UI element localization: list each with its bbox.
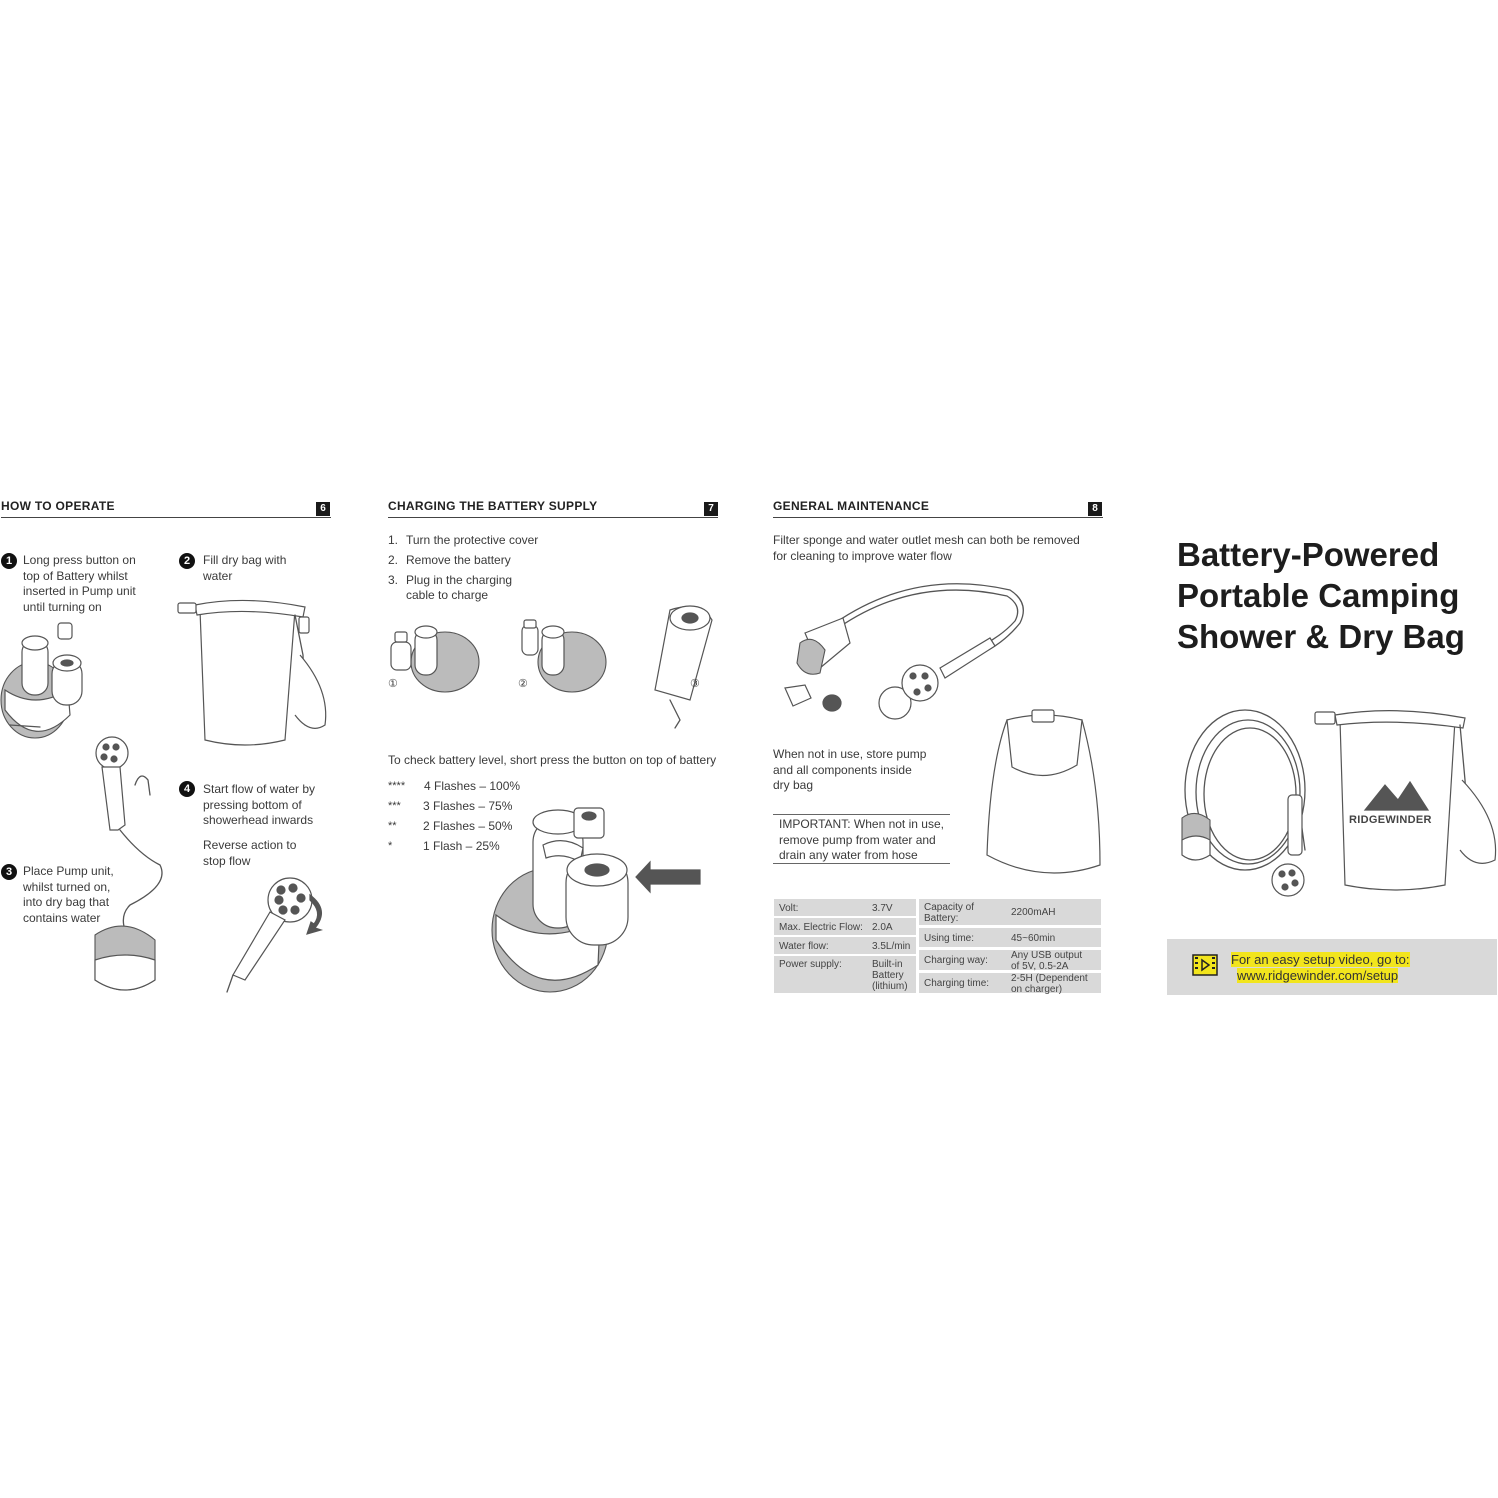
level-text-4: 4 Flashes – 100% — [424, 779, 521, 793]
spec-value: 45~60min — [1011, 933, 1056, 944]
charging-step-3-text: Plug in the charging cable to charge — [406, 573, 513, 602]
figure-label-2: ② — [518, 678, 528, 690]
spec-row-water-flow — [774, 937, 916, 954]
step-badge-2: 2 — [179, 553, 195, 569]
spec-label: Charging way: — [924, 955, 988, 966]
step-badge-4: 4 — [179, 781, 195, 797]
step-badge-3: 3 — [1, 864, 17, 880]
page-number-6: 6 — [316, 502, 330, 516]
spec-row-power-supply — [774, 956, 916, 993]
spec-value: 3.5L/min — [872, 941, 911, 952]
cover-headline: Battery-Powered Portable Camping Shower & Dry Bag — [1177, 536, 1465, 655]
maintenance-title: GENERAL MAINTENANCE — [773, 499, 930, 513]
charging-step-1-num: 1. — [388, 533, 399, 547]
spec-value: 2200mAH — [1011, 907, 1056, 918]
level-text-1: 1 Flash – 25% — [423, 839, 500, 853]
level-stars-3: *** — [388, 800, 401, 812]
level-text-2: 2 Flashes – 50% — [423, 819, 513, 833]
level-stars-2: ** — [388, 820, 397, 832]
spec-row-capacity — [919, 899, 1101, 925]
check-battery-text: To check battery level, short press the button on top of battery — [388, 753, 717, 767]
operate-title: HOW TO OPERATE — [1, 499, 115, 513]
level-text-3: 3 Flashes – 75% — [423, 799, 513, 813]
spec-label: Using time: — [924, 933, 975, 944]
charging-step-3-num: 3. — [388, 573, 399, 587]
spec-row-charging-way — [919, 950, 1101, 970]
pump-battery-illustration — [0, 615, 100, 745]
brand-logo: RIDGEWINDER — [1349, 814, 1432, 826]
charging-step-2-num: 2. — [388, 553, 399, 567]
spec-value: 3.7V — [872, 903, 893, 914]
important-text: IMPORTANT: When not in use, remove pump from water and drain any water from hose — [779, 817, 944, 862]
maintenance-rule — [773, 517, 1103, 518]
setup-video-banner — [1167, 939, 1497, 995]
level-stars-4: **** — [388, 780, 406, 792]
hose-filter-illustration — [775, 578, 1035, 718]
charging-rule — [388, 517, 718, 518]
figure-label-1: ① — [388, 678, 398, 690]
video-play-icon — [1192, 954, 1218, 978]
showerhead-illustration — [215, 870, 335, 1000]
charging-step-1-text: Turn the protective cover — [406, 533, 539, 547]
important-rule-top — [773, 814, 950, 815]
spec-label: Power supply: — [779, 959, 842, 970]
dry-bag-illustration — [175, 595, 335, 750]
step-badge-1: 1 — [1, 553, 17, 569]
store-text: When not in use, store pump and all components inside dry bag — [773, 747, 927, 792]
spec-label: Water flow: — [779, 941, 829, 952]
cover-product-illustration — [1170, 700, 1498, 910]
spec-label: Capacity of Battery: — [924, 902, 975, 924]
video-url[interactable]: www.ridgewinder.com/setup — [1237, 968, 1399, 983]
charging-step-2-text: Remove the battery — [406, 553, 511, 567]
spec-row-using-time — [919, 928, 1101, 947]
page-number-8: 8 — [1088, 502, 1102, 516]
step-3-text: Place Pump unit, whilst turned on, into dry bag that contains water — [23, 864, 114, 925]
charging-figure-3 — [630, 600, 720, 730]
maintenance-intro: Filter sponge and water outlet mesh can both be removed for cleaning to improve water flow — [773, 533, 1080, 563]
spec-value: 2-5H (Dependent on charger) — [1011, 973, 1088, 995]
charging-figure-1 — [385, 620, 485, 695]
spec-row-max-flow — [774, 918, 916, 935]
spec-value: Any USB output of 5V, 0.5-2A — [1011, 950, 1083, 972]
operate-rule — [1, 517, 331, 518]
pump-large-illustration — [488, 800, 718, 1000]
stored-dry-bag-illustration — [982, 705, 1107, 885]
step-4-text: Start flow of water by pressing bottom of showerhead inwards — [203, 782, 316, 827]
spec-value: Built-in Battery (lithium) — [872, 959, 908, 992]
spec-label: Max. Electric Flow: — [779, 922, 863, 933]
spec-row-volt — [774, 899, 916, 916]
step-1-text: Long press button on top of Battery whilst inserted in Pump unit until turning on — [23, 553, 136, 614]
charging-title: CHARGING THE BATTERY SUPPLY — [388, 499, 598, 513]
important-rule-bottom — [773, 863, 950, 864]
spec-row-charging-time — [919, 973, 1101, 993]
reverse-text: Reverse action to stop flow — [203, 838, 297, 868]
level-stars-1: * — [388, 840, 393, 852]
spec-label: Volt: — [779, 903, 799, 914]
step-2-text: Fill dry bag with water — [203, 553, 287, 583]
figure-label-3: ③ — [690, 678, 700, 690]
pump-hose-illustration — [80, 735, 170, 995]
page-number-7: 7 — [704, 502, 718, 516]
video-line-1: For an easy setup video, go to: — [1231, 952, 1410, 967]
spec-value: 2.0A — [872, 922, 893, 933]
spec-label: Charging time: — [924, 978, 990, 989]
